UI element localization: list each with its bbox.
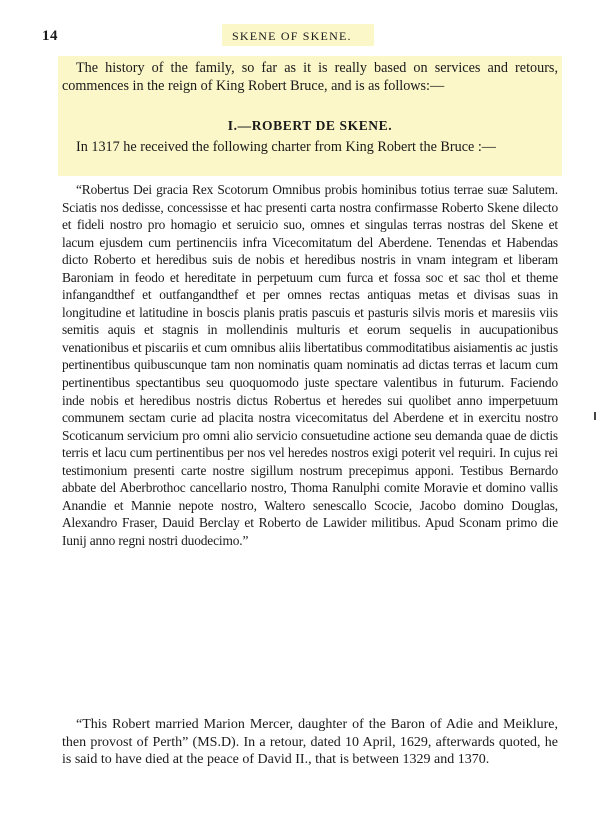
section-heading: I.—ROBERT DE SKENE. bbox=[227, 118, 393, 133]
charter-intro-paragraph: In 1317 he received the following charter from King Robert the Bruce :— bbox=[76, 139, 496, 155]
scan-edge-mark bbox=[594, 412, 596, 420]
intro-paragraph: The history of the family, so far as it is really based on services and retours, commences in the reign of King Robert Bruce, and is as follows:— bbox=[62, 60, 558, 94]
charter-text: “Robertus Dei gracia Rex Scotorum Omnibus probis hominibus totius terrae suæ Salutem. Sciatis nos dedisse, concessisse et hac presenti carta nostra confirmasse Roberto Skene dilecto et fideli nostro pro homagio et seruicio suo, omnes et singulas terras nostras del Skene et lacum ejusdem cum pertinenciis infra Vicecomitatum del Aberdene. Tenendas et Habendas dicto Roberto et heredibus suis de nobis et heredibus nostris in vnam integram et liberam Baroniam in feodo et hereditate in perpetuum cum furca et fossa soc et sac thol et theme infangandthef et outfangandthef et per omnes rectas antiquas metas et divisas suas in longitudine et latitudine in boscis planis pratis pascuis et pasturis silvis moris et maresiis viis semitis aquis et stagnis in mollendinis multuris et eorum sequelis in aucupationibus venationibus et piscariis et cum omnibus aliis libertatibus commoditatibus aisiamentis ac justis pertinentibus quibuscunque tam non nominatis quam nominatis ad dictas terras et lacum cum pertinentibus spectantibus seu quoquomodo juste spectare valentibus in futurum. Faciendo inde nobis et heredibus nostris dictus Robertus et heredes sui quolibet anno imperpetuum communem sectam curie ad placita nostra vicecomitatus del Aberdene et in exercitu nostro Scoticanum servicium pro omni alio servicio consuetudine actione seu demanda quae de dictis terris et lacu cum pertinentibus per nos vel heredes nostros exigi poterit vel requiri. In cujus rei testimonium presenti carte nostre sigillum nostrum precepimus apponi. Testibus Bernardo abbate del Aberbrothoc cancellario nostro, Thoma Ranulphi comite Moravie et domino vallis Anandie et Mannie nepote nostro, Waltero senescallo Scocie, Jacobo domino Douglas, Alexandro Fraser, Dauid Berclay et Roberto de Lawider militibus. Apud Sconam primo die Iunij anno regni nostri duodecimo.” bbox=[62, 182, 558, 548]
running-head: SKENE OF SKENE. bbox=[232, 29, 352, 43]
page-number: 14 bbox=[42, 28, 58, 44]
note-paragraph: “This Robert married Marion Mercer, daughter of the Baron of Adie and Meiklure, then provost of Perth” (MS.D). In a retour, dated 10 April, 1629, afterwards quoted, he is said to have died at the peace of David II., that is between 1329 and 1370. bbox=[62, 717, 558, 768]
